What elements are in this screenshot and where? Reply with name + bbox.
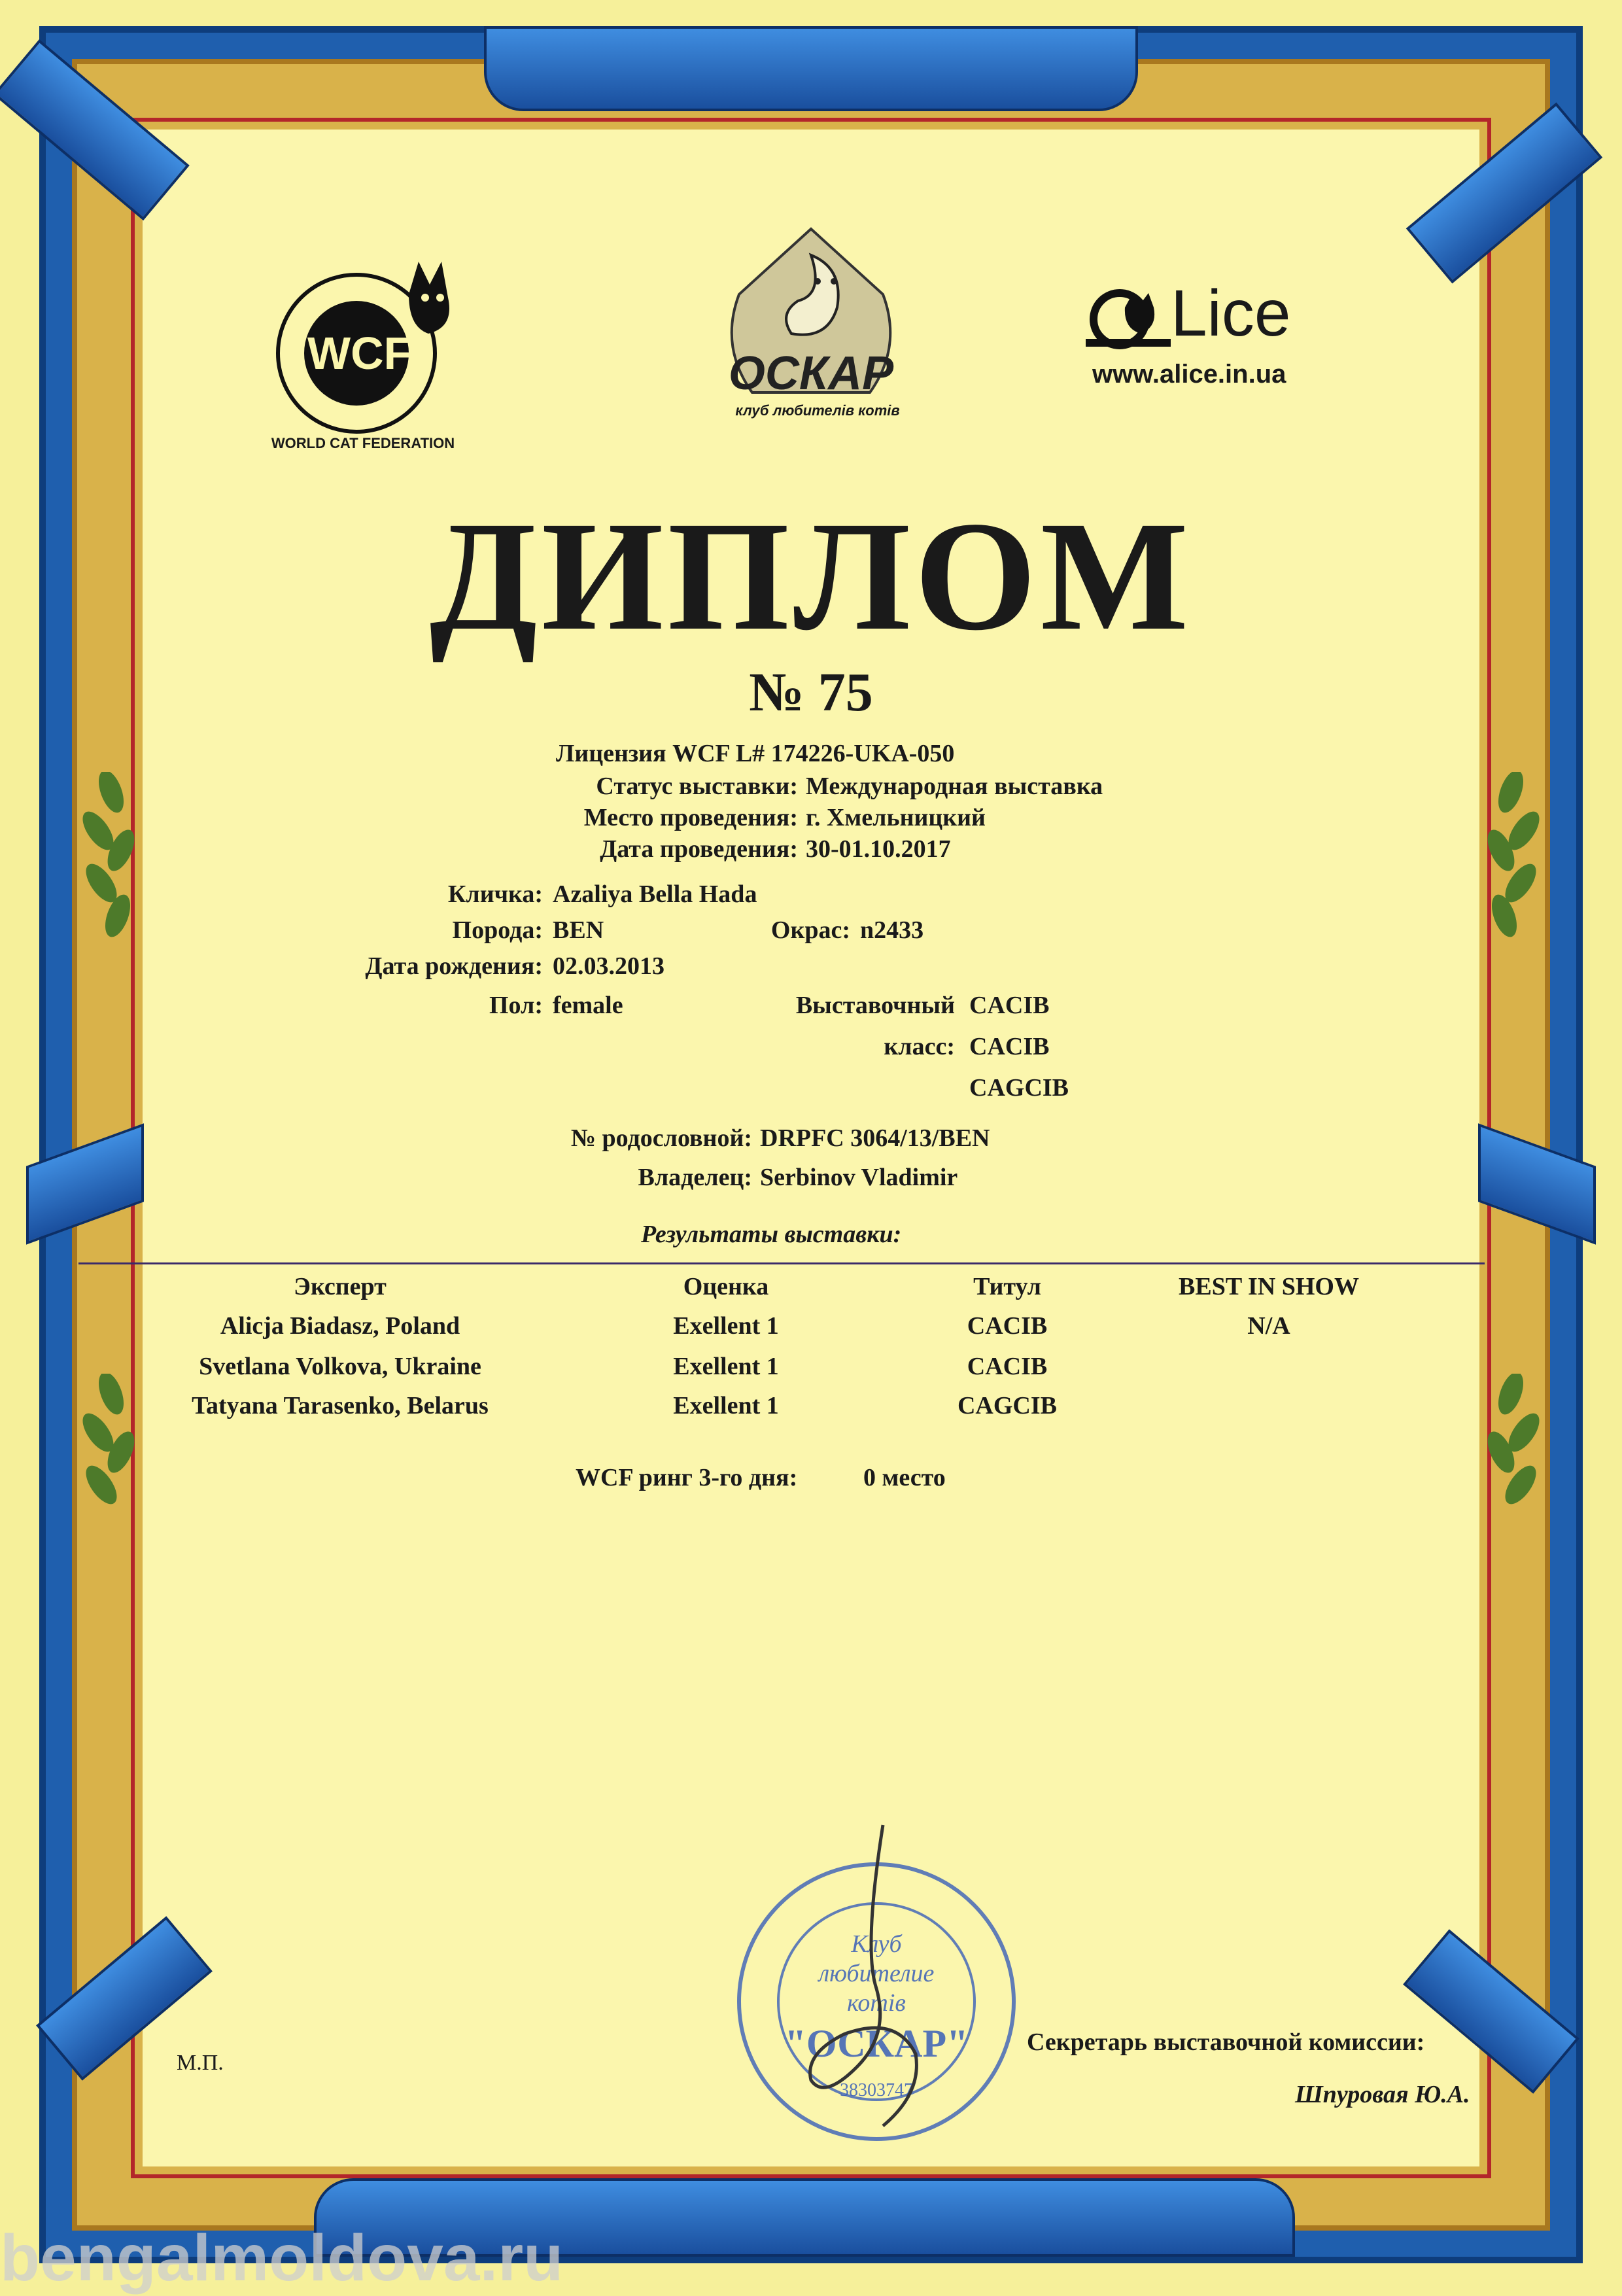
divider — [78, 1262, 1485, 1264]
diploma-number: № 75 — [749, 662, 873, 723]
wcf-logo — [258, 249, 455, 451]
dob-value: 02.03.2013 — [553, 952, 664, 980]
cell-best-in-show: N/A — [1247, 1312, 1290, 1340]
cell-grade: Exellent 1 — [673, 1392, 779, 1419]
wcf-name: WORLD CAT FEDERATION — [271, 435, 455, 451]
cell-title: CACIB — [967, 1312, 1048, 1340]
class-value-3: CAGCIB — [969, 1074, 1069, 1102]
ribbon-top — [484, 26, 1138, 111]
laurel-left-lower-icon — [72, 1374, 150, 1544]
secretary-label: Секретарь выставочной комиссии: — [1027, 2028, 1425, 2056]
cell-expert: Svetlana Volkova, Ukraine — [199, 1353, 481, 1380]
oskar-subtitle: клуб любителів котів — [735, 402, 900, 419]
venue-value: г. Хмельницкий — [806, 804, 986, 831]
stamp-line-1: Клуб — [851, 1930, 902, 1958]
date-value: 30-01.10.2017 — [806, 835, 951, 863]
owner-label: Владелец: — [638, 1164, 752, 1191]
sex-label: Пол: — [489, 992, 543, 1019]
alice-url: www.alice.in.ua — [1092, 360, 1286, 389]
secretary-name: Шпуровая Ю.А. — [1295, 2081, 1470, 2108]
class-value-2: CACIB — [969, 1033, 1050, 1060]
wcf-abbr: WCF — [307, 328, 412, 379]
stamp-name: "ОСКАР" — [784, 2022, 969, 2065]
owner-value: Serbinov Vladimir — [760, 1164, 958, 1191]
results-heading: Результаты выставки: — [641, 1221, 902, 1248]
ring-label: WCF ринг 3-го дня: — [576, 1464, 798, 1491]
name-value: Azaliya Bella Hada — [553, 880, 757, 908]
color-value: n2433 — [860, 916, 924, 944]
cell-title: CACIB — [967, 1353, 1048, 1380]
pedigree-label: № родословной: — [570, 1124, 752, 1152]
ring-value: 0 место — [863, 1464, 946, 1491]
license: Лицензия WCF L# 174226-UKA-050 — [556, 740, 955, 767]
name-label: Кличка: — [447, 880, 543, 908]
mp-label: М.П. — [177, 2051, 224, 2075]
class-value-1: CACIB — [969, 992, 1050, 1019]
alice-logo — [1086, 277, 1347, 399]
header-expert: Эксперт — [294, 1273, 387, 1300]
laurel-right-lower-icon — [1472, 1374, 1550, 1544]
cell-title: CAGCIB — [957, 1392, 1058, 1419]
header-grade: Оценка — [683, 1273, 769, 1300]
breed-value: BEN — [553, 916, 604, 944]
stamp-code: 38303747 — [840, 2080, 913, 2100]
watermark: bengalmoldova.ru — [0, 2221, 564, 2295]
stamp-line-2: любителие — [818, 1960, 935, 1987]
cell-expert: Tatyana Tarasenko, Belarus — [192, 1392, 489, 1419]
laurel-right-icon — [1472, 772, 1550, 942]
stamp-line-3: котів — [847, 1989, 906, 2017]
status-value: Международная выставка — [806, 773, 1103, 800]
header-title: Титул — [973, 1273, 1041, 1300]
header-best-in-show: BEST IN SHOW — [1179, 1273, 1359, 1300]
cell-grade: Exellent 1 — [673, 1312, 779, 1340]
date-label: Дата проведения: — [600, 835, 798, 863]
venue-label: Место проведения: — [583, 804, 798, 831]
class-label-2: класс: — [884, 1033, 955, 1060]
dob-label: Дата рождения: — [365, 952, 543, 980]
oskar-logo — [693, 216, 929, 432]
signature-icon — [785, 1818, 955, 2132]
cell-grade: Exellent 1 — [673, 1353, 779, 1380]
pedigree-value: DRPFC 3064/13/BEN — [760, 1124, 990, 1152]
alice-brand: Lice — [1171, 277, 1291, 350]
status-label: Статус выставки: — [596, 773, 798, 800]
breed-label: Порода: — [452, 916, 543, 944]
alice-mark-icon — [1086, 281, 1171, 353]
laurel-left-icon — [72, 772, 150, 942]
cell-expert: Alicja Biadasz, Poland — [220, 1312, 460, 1340]
oskar-name: ОСКАР — [728, 347, 894, 400]
class-label-1: Выставочный — [795, 992, 955, 1019]
sex-value: female — [553, 992, 623, 1019]
page-title: ДИПЛОМ — [429, 489, 1193, 663]
color-label: Окрас: — [770, 916, 850, 944]
